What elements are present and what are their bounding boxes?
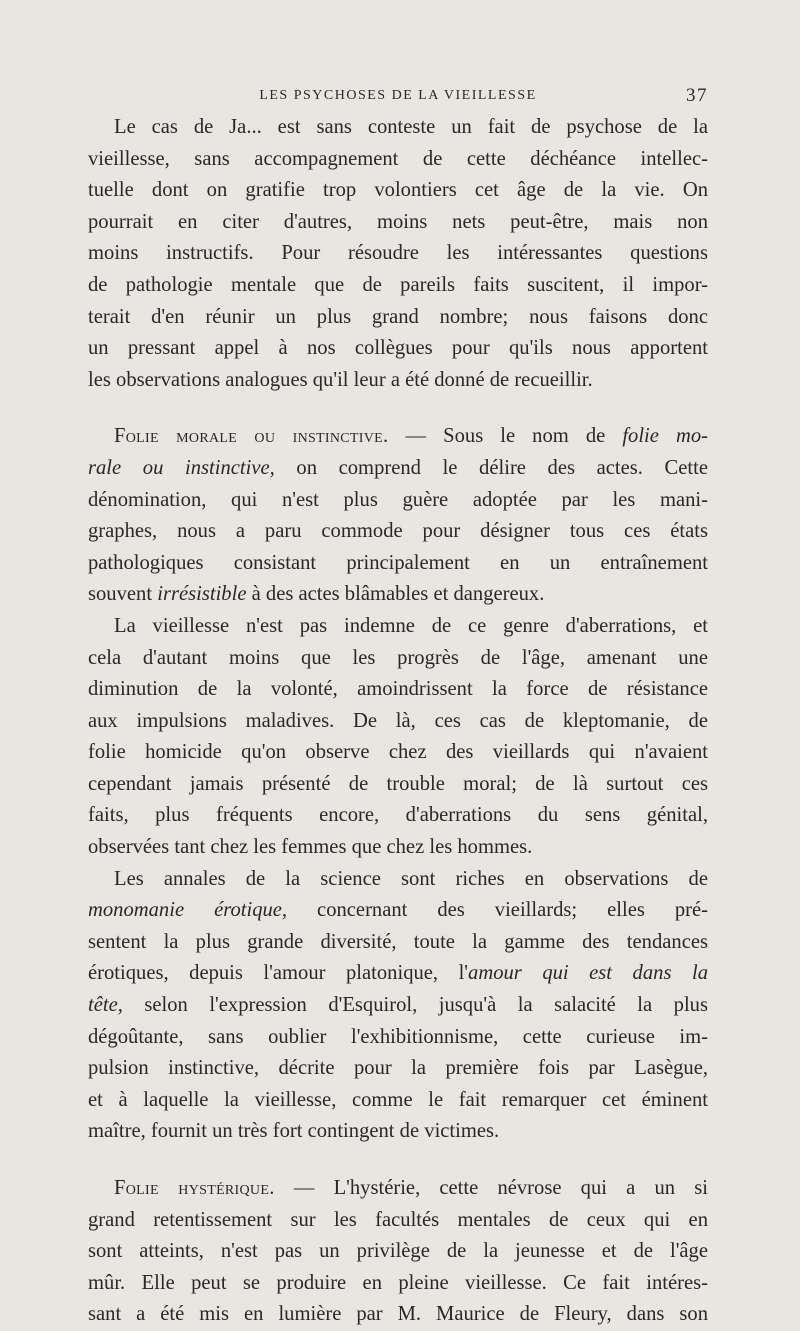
text-line: La vieillesse n'est pas indemne de ce genre d'aberrations, et bbox=[114, 614, 708, 637]
text-line bbox=[88, 895, 708, 927]
text-line: pathologiques consistant principalement en un entraînement bbox=[88, 551, 708, 574]
text-line: sont atteints, n'est pas un privilège de la jeunesse et de l'âge bbox=[88, 1240, 708, 1263]
paragraph-folie-hysterique bbox=[88, 1173, 708, 1331]
section-gap bbox=[88, 1148, 708, 1173]
text-line: observées tant chez les femmes que chez les hommes. bbox=[88, 836, 533, 859]
running-title: LES PSYCHOSES DE LA VIEILLESSE bbox=[259, 88, 537, 103]
paragraph-folie-morale bbox=[88, 421, 708, 611]
italic-term: rale ou instinctive, bbox=[88, 456, 275, 479]
text-line: de pathologie mentale que de pareils faits suscitent, il impor- bbox=[88, 273, 708, 296]
section-gap bbox=[88, 396, 708, 421]
section-heading: Folie hystérique. bbox=[114, 1177, 275, 1199]
italic-term: monomanie érotique, bbox=[88, 899, 288, 922]
text-line bbox=[88, 1173, 708, 1205]
text-line: mûr. Elle peut se produire en pleine vieillesse. Ce fait intéres- bbox=[88, 1271, 708, 1294]
text-line bbox=[88, 990, 708, 1022]
text-line: aux impulsions maladives. De là, ces cas de kleptomanie, de bbox=[88, 709, 708, 732]
text-line: dégoûtante, sans oublier l'exhibitionnisme, cette curieuse im- bbox=[88, 1025, 708, 1048]
text-run: érotiques, depuis l'amour platonique, l' bbox=[88, 962, 469, 985]
text-run: concernant des vieillards; elles pré- bbox=[287, 899, 708, 922]
italic-term: irrésistible bbox=[157, 583, 247, 606]
text-run: souvent bbox=[88, 583, 158, 606]
text-line bbox=[88, 453, 708, 485]
text-run: — L'hystérie, cette névrose qui a un si bbox=[274, 1177, 708, 1199]
text-line bbox=[88, 958, 708, 990]
paragraph-3 bbox=[88, 611, 708, 864]
text-line: terait d'en réunir un plus grand nombre; nous faisons donc bbox=[88, 305, 708, 328]
paragraph-1 bbox=[88, 112, 708, 396]
text-line: dénomination, qui n'est plus guère adoptée par les mani- bbox=[88, 488, 708, 511]
paragraph-4 bbox=[88, 864, 708, 1148]
text-line: maître, fournit un très fort contingent de victimes. bbox=[88, 1120, 500, 1143]
text-line bbox=[88, 579, 708, 611]
text-line: graphes, nous a paru commode pour désigner tous ces états bbox=[88, 520, 708, 543]
section-heading: Folie morale ou instinctive. bbox=[114, 425, 389, 448]
text-line: un pressant appel à nos collègues pour qu'ils nous apportent bbox=[88, 337, 708, 360]
text-run: — Sous le nom de bbox=[388, 425, 623, 448]
text-line: moins instructifs. Pour résoudre les intéressantes questions bbox=[88, 242, 708, 265]
text-line: sentent la plus grande diversité, toute la gamme des tendances bbox=[88, 930, 708, 953]
text-line bbox=[88, 421, 708, 453]
text-run: selon l'expression d'Esquirol, jusqu'à la salacité la plus bbox=[122, 994, 708, 1017]
text-run: à des actes blâmables et dangereux. bbox=[246, 583, 545, 606]
text-line: vieillesse, sans accompagnement de cette déchéance intellec- bbox=[88, 147, 708, 170]
text-line: grand retentissement sur les facultés mentales de ceux qui en bbox=[88, 1208, 708, 1231]
text-run: on comprend le délire des actes. Cette bbox=[274, 456, 709, 479]
text-line: Les annales de la science sont riches en observations de bbox=[114, 867, 708, 890]
text-line: folie homicide qu'on observe chez des vieillards qui n'avaient bbox=[88, 741, 708, 764]
text-line: diminution de la volonté, amoindrissent la force de résistance bbox=[88, 678, 708, 701]
italic-term: folie mo- bbox=[622, 425, 708, 448]
text-line: sant a été mis en lumière par M. Maurice de Fleury, dans son bbox=[88, 1303, 708, 1326]
text-line: tuelle dont on gratifie trop volontiers cet âge de la vie. On bbox=[88, 179, 708, 202]
text-line: pulsion instinctive, décrite pour la première fois par Lasègue, bbox=[88, 1057, 708, 1080]
text-line: et à laquelle la vieillesse, comme le fait remarquer cet éminent bbox=[88, 1088, 708, 1111]
text-line: Le cas de Ja... est sans conteste un fait de psychose de la bbox=[114, 116, 708, 138]
text-line: les observations analogues qu'il leur a été donné de recueillir. bbox=[88, 368, 593, 391]
italic-term: tête, bbox=[88, 994, 123, 1017]
text-line: faits, plus fréquents encore, d'aberrations du sens génital, bbox=[88, 804, 708, 827]
page-number: 37 bbox=[686, 85, 708, 106]
text-line: cela d'autant moins que les progrès de l'âge, amenant une bbox=[88, 646, 708, 669]
text-line: cependant jamais présenté de trouble moral; de là surtout ces bbox=[88, 772, 708, 795]
running-header bbox=[88, 85, 708, 112]
book-page bbox=[88, 85, 709, 1331]
italic-term: amour qui est dans la bbox=[468, 962, 708, 985]
text-line: pourrait en citer d'autres, moins nets peut-être, mais non bbox=[88, 210, 708, 233]
